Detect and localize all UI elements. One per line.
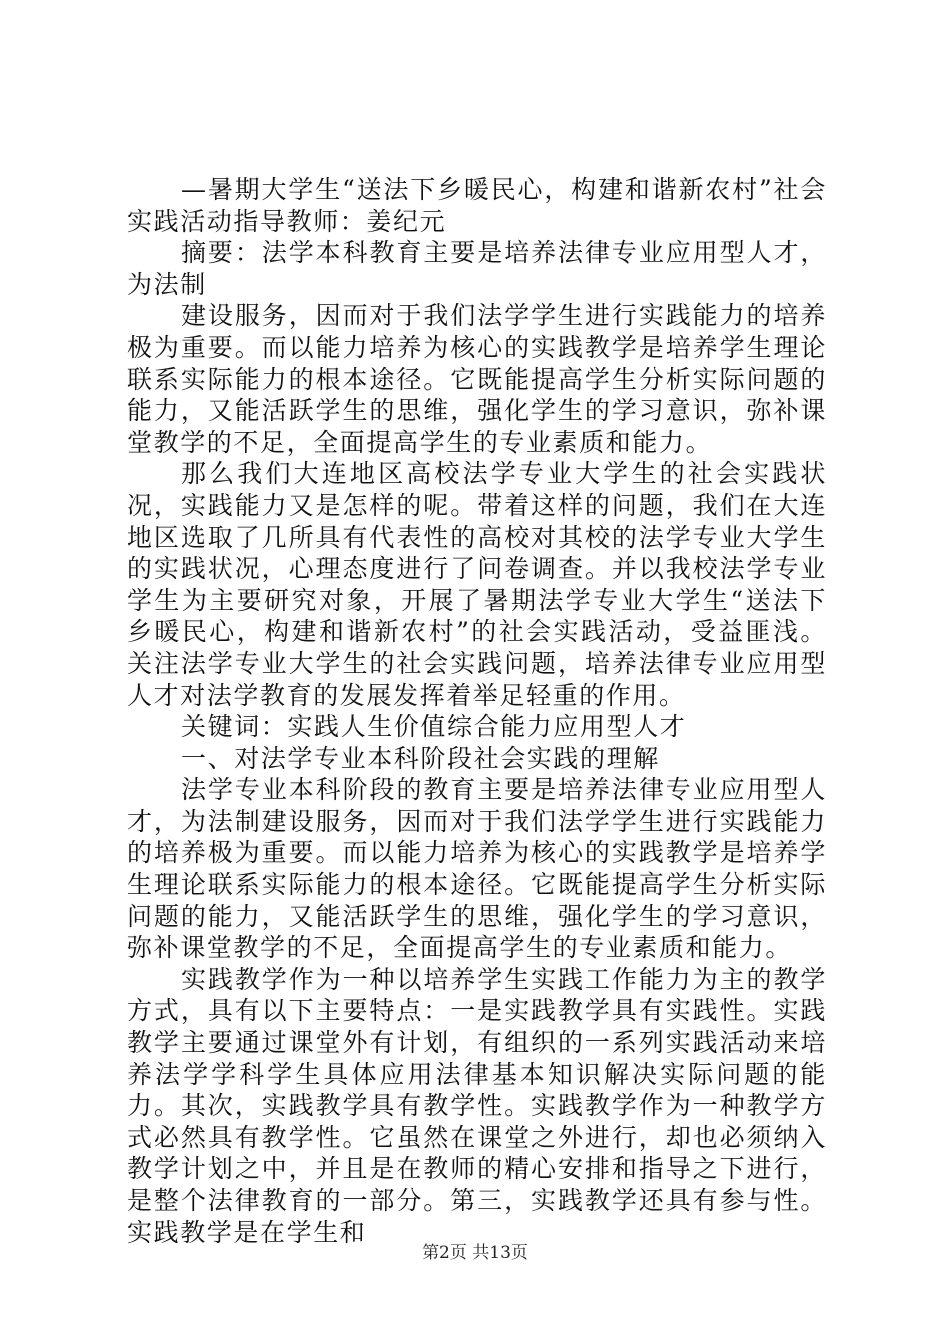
page-number-footer: 第2页 共13页 — [422, 1243, 528, 1263]
document-body — [127, 174, 827, 1248]
paragraph-background: 那么我们大连地区高校法学专业大学生的社会实践状况，实践能力又是怎样的呢。带着这样的问题，我们在大连地区选取了几所具有代表性的高校对其校的法学专业大学生的实践状况，心理态度进行了问卷调查。并以我校法学专业学生为主要研究对象，开展了暑期法学专业大学生“送法下乡暖民心，构建和谐新农村”的社会实践活动，受益匪浅。关注法学专业大学生的社会实践问题，培养法律专业应用型人才对法学教育的发展发挥着举足轻重的作用。 — [127, 459, 827, 710]
paragraph-abstract-continued: 建设服务，因而对于我们法学学生进行实践能力的培养极为重要。而以能力培养为核心的实践教学是培养学生理论联系实际能力的根本途径。它既能提高学生分析实际问题的能力，又能活跃学生的思维，强化学生的学习意识，弥补课堂教学的不足，全面提高学生的专业素质和能力。 — [127, 301, 827, 457]
section-heading-1: 一、对法学专业本科阶段社会实践的理解 — [181, 743, 660, 773]
paragraph-section-1: 法学专业本科阶段的教育主要是培养法律专业应用型人才，为法制建设服务，因而对于我们法学学生进行实践能力的培养极为重要。而以能力培养为核心的实践教学是培养学生理论联系实际能力的根本途径。它既能提高学生分析实际问题的能力，又能活跃学生的思维，强化学生的学习意识，弥补课堂教学的不足，全面提高学生的专业素质和能力。 — [127, 775, 827, 963]
paragraph-section-1-features: 实践教学作为一种以培养学生实践工作能力为主的教学方式，具有以下主要特点：一是实践教学具有实践性。实践教学主要通过课堂外有计划，有组织的一系列实践活动来培养法学学科学生具体应用法律基本知识解决实际问题的能力。其次，实践教学具有教学性。实践教学作为一种教学方式必然具有教学性。它虽然在课堂之外进行，却也必须纳入教学计划之中，并且是在教师的精心安排和指导之下进行，是整个法律教育的一部分。第三，实践教学还具有参与性。实践教学是在学生和 — [127, 964, 827, 1247]
paragraph-abstract: 摘要：法学本科教育主要是培养法律专业应用型人才，为法制 — [127, 238, 827, 299]
paragraph-subtitle: —暑期大学生“送法下乡暖民心，构建和谐新农村”社会实践活动指导教师：姜纪元 — [127, 175, 827, 236]
paragraph-keywords: 关键词：实践人生价值综合能力应用型人才 — [181, 712, 687, 742]
